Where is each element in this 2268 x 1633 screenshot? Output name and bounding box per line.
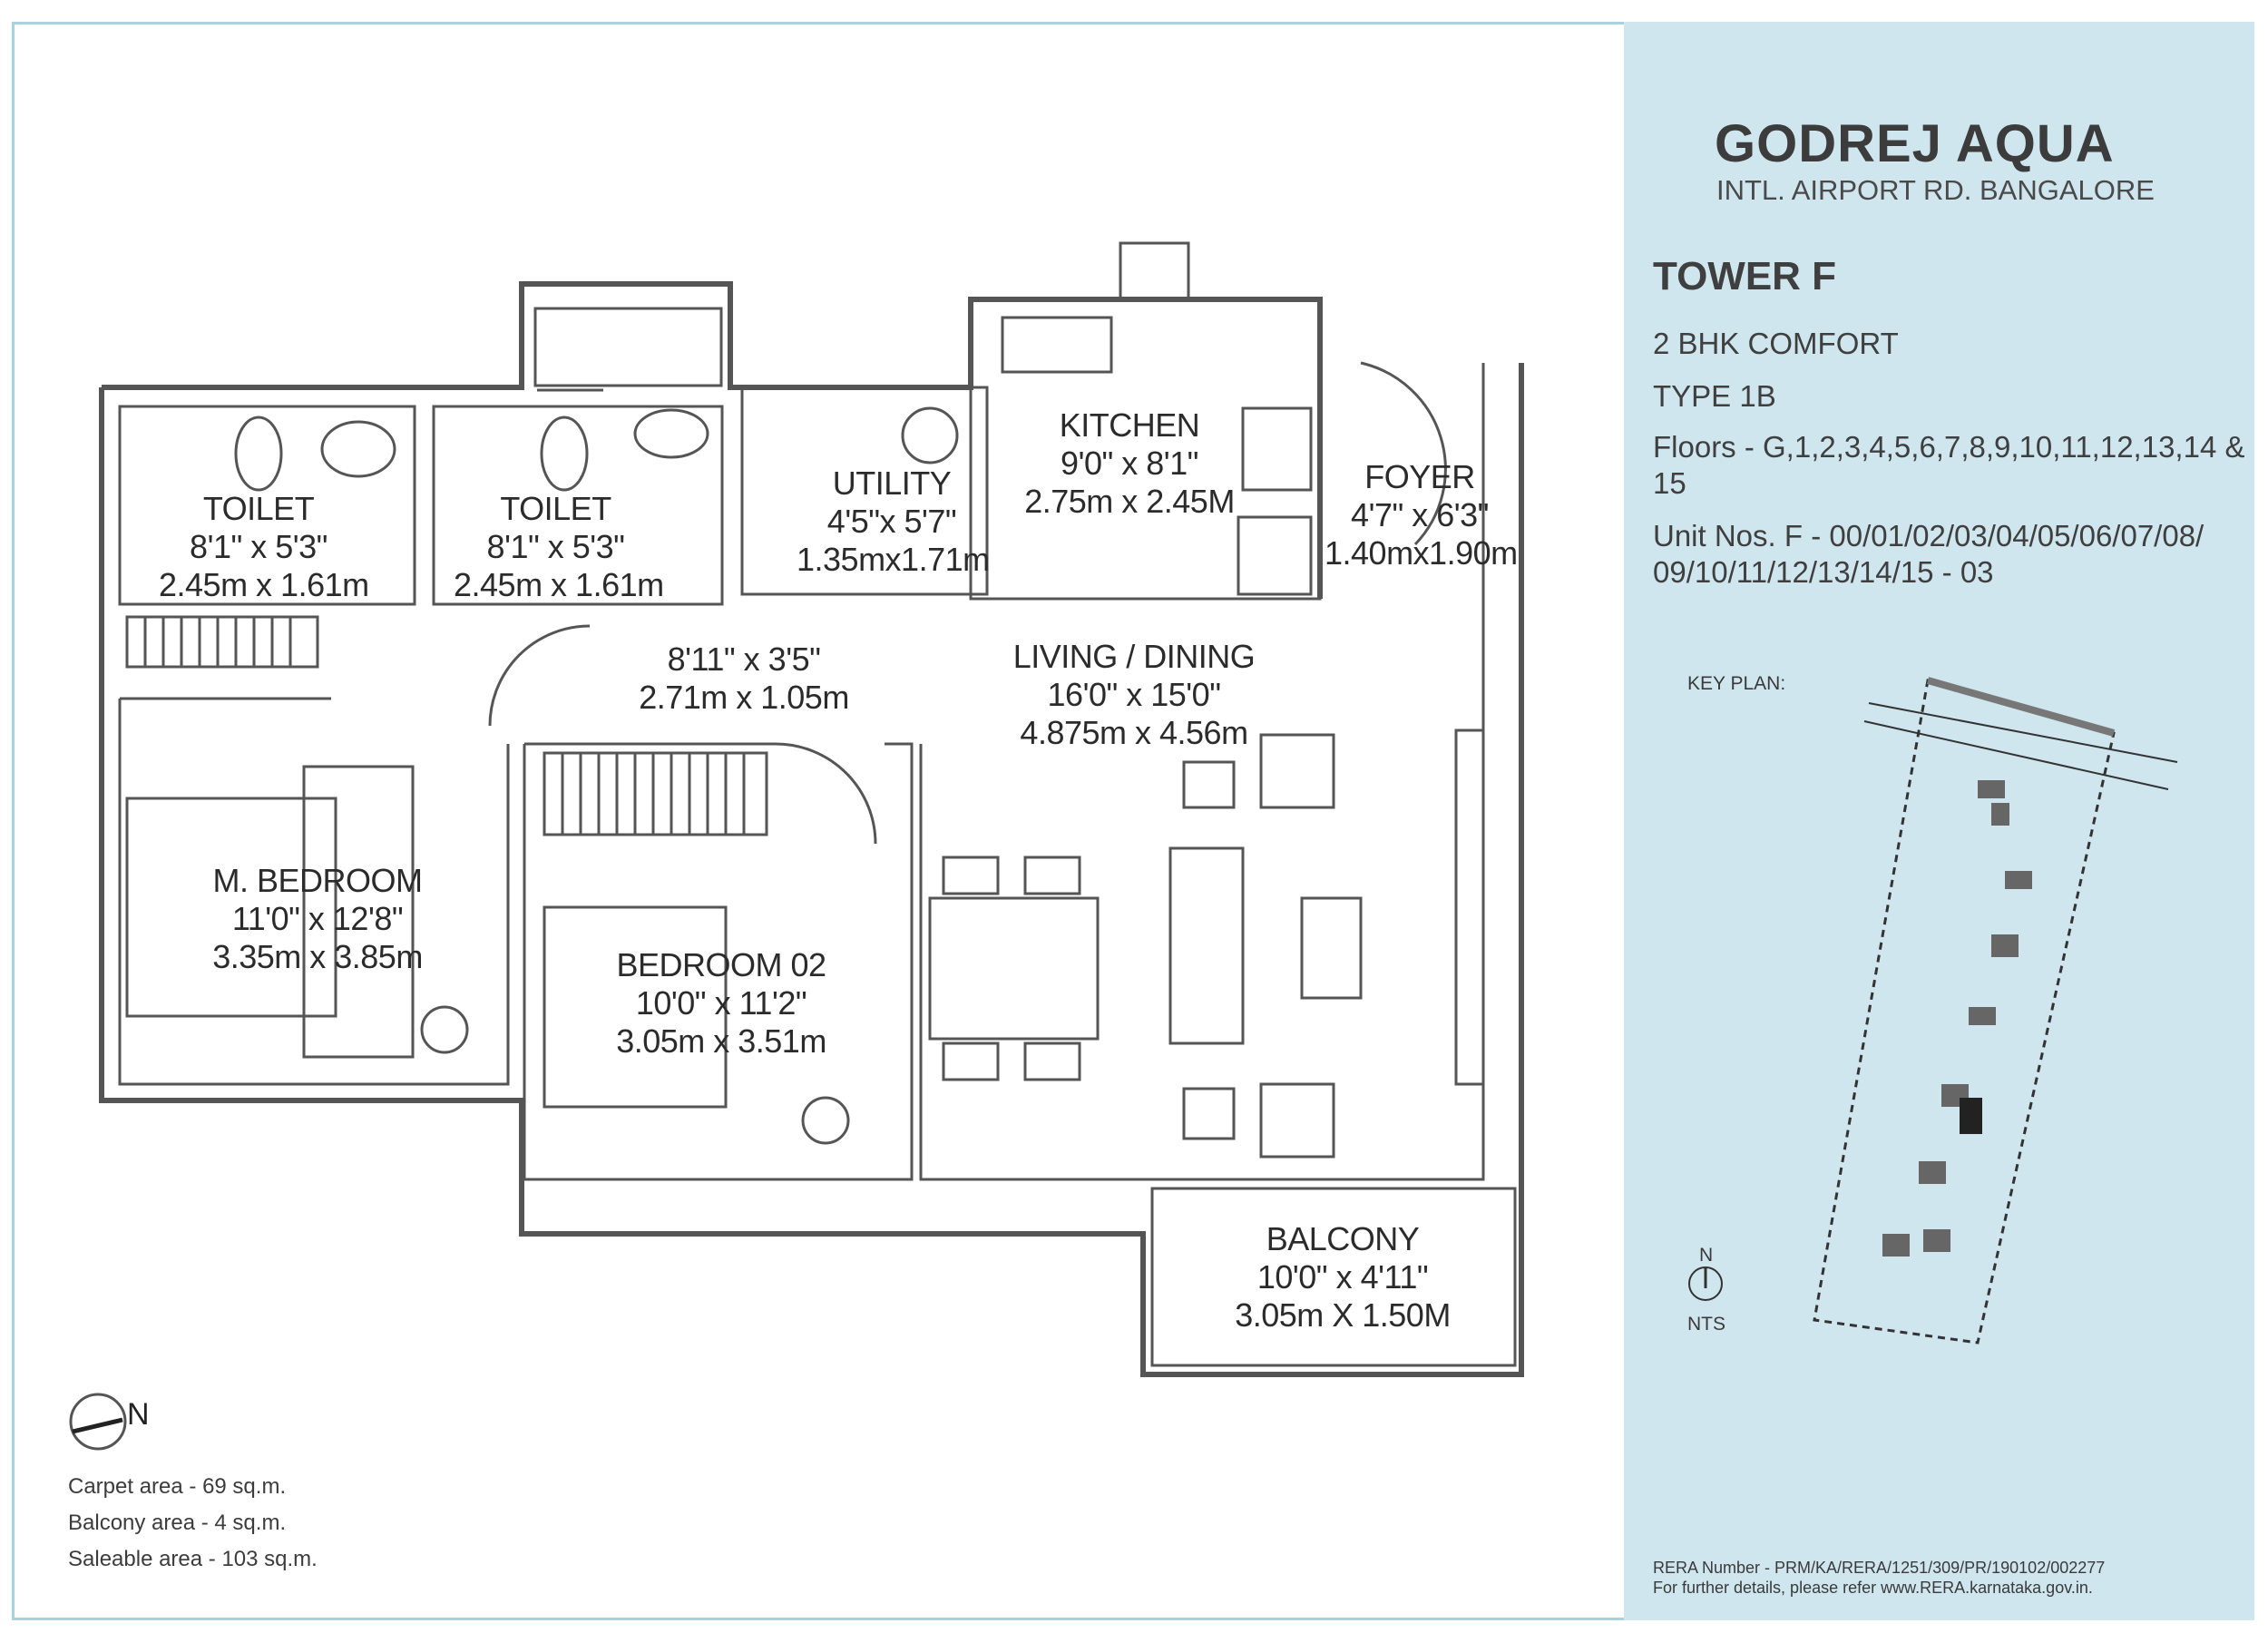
room-metric: 4.875m x 4.56m [1020,714,1248,751]
room-utility [797,464,990,579]
room-name: TOILET [202,490,315,527]
key-plan-label: KEY PLAN: [1687,673,1786,694]
room-metric: 1.40mx1.90m [1325,534,1518,572]
balcony-area: Balcony area - 4 sq.m. [68,1511,287,1535]
wardrobe-hatch [127,617,318,667]
room-bedroom2 [608,946,835,1061]
unit-nos-line1: Unit Nos. F - 00/01/02/03/04/05/06/07/08/ [1653,519,2204,552]
key-plan-scale: NTS [1687,1314,1725,1335]
room-imperial: 8'11" x 3'5" [667,640,821,678]
room-metric: 2.45m x 1.61m [159,566,369,603]
floors-line1: Floors - G,1,2,3,4,5,6,7,8,9,10,11,12,13,14 & [1653,430,2245,464]
room-imperial: 8'1" x 5'3" [190,528,327,565]
door-arc [776,744,875,844]
room-name: UTILITY [832,464,952,502]
room-kitchen [1016,406,1243,521]
wc [236,417,281,490]
room-foyer [1325,458,1518,572]
room-imperial: 16'0" x 15'0" [1047,676,1221,713]
room-metric: 1.35mx1.71m [797,541,990,578]
room-imperial: 10'0" x 11'2" [635,984,807,1022]
room-name: FOYER [1364,458,1475,495]
project-location: INTL. AIRPORT RD. BANGALORE [1716,174,2155,206]
door-arc [490,626,590,726]
tv-unit [1456,730,1483,1084]
room-toilet2 [454,490,664,604]
room-name: TOILET [500,490,611,527]
sink [1002,318,1111,372]
room-toilet1 [159,490,369,604]
room-imperial: 8'1" x 5'3" [486,528,625,565]
side-table [1184,762,1234,807]
armchair [1261,735,1334,807]
saleable-area: Saleable area - 103 sq.m. [68,1547,318,1571]
tower-label: TOWER F [1653,254,1837,298]
floors-line2: 15 [1653,466,1686,500]
shaft [535,308,721,386]
sofa [1170,848,1243,1043]
fridge [1238,517,1311,594]
room-metric: 2.75m x 2.45M [1024,483,1235,520]
room-imperial: 4'5"x 5'7" [826,503,957,540]
basin [322,422,395,476]
compass-north-label: N [127,1397,150,1432]
project-title: GODREJ AQUA [1715,114,2115,173]
north-compass [71,1394,125,1449]
room-imperial: 4'7" x 6'3" [1351,496,1489,533]
room-name: KITCHEN [1059,406,1200,444]
coffee-table [1302,898,1361,998]
room-passage [626,640,862,717]
room-metric: 2.71m x 1.05m [639,679,849,716]
hob [1243,408,1311,490]
room-imperial: 9'0" x 8'1" [1061,445,1198,482]
room-name: BEDROOM 02 [616,946,826,983]
room-name: M. BEDROOM [212,862,423,899]
room-living [998,638,1270,752]
type-label: TYPE 1B [1653,379,1776,413]
basin [635,410,708,457]
carpet-area: Carpet area - 69 sq.m. [68,1474,287,1499]
chair [943,1043,998,1080]
config-label: 2 BHK COMFORT [1653,327,1899,360]
room-balcony [1216,1220,1470,1335]
room-name: LIVING / DINING [1012,638,1256,675]
chair [1025,857,1080,894]
room-metric: 2.45m x 1.61m [454,566,664,603]
room-metric: 3.35m x 3.85m [212,938,423,975]
key-plan-north: N [1699,1245,1714,1266]
room-imperial: 11'0" x 12'8" [231,900,404,937]
room-name: BALCONY [1266,1220,1420,1257]
rera-number: RERA Number - PRM/KA/RERA/1251/309/PR/190102/002277 [1653,1559,2106,1577]
chair-round [422,1007,467,1052]
dining-table [930,898,1098,1039]
washer [903,408,957,463]
chair [943,857,998,894]
chair-round [803,1098,848,1143]
room-metric: 3.05m x 3.51m [616,1022,826,1060]
room-master-bedroom [200,862,435,976]
key-plan [1689,680,2177,1343]
chair [1025,1043,1080,1080]
armchair [1261,1084,1334,1157]
side-table [1184,1089,1234,1139]
kitchen-vent [1120,243,1188,299]
wc [542,417,587,490]
room-metric: 3.05m X 1.50M [1235,1296,1451,1334]
unit-nos-line2: 09/10/11/12/13/14/15 - 03 [1653,555,1994,589]
room-imperial: 10'0" x 4'11" [1256,1258,1429,1296]
rera-details: For further details, please refer www.RERA.karnataka.gov.in. [1653,1579,2093,1597]
wardrobe-hatch [544,753,767,835]
